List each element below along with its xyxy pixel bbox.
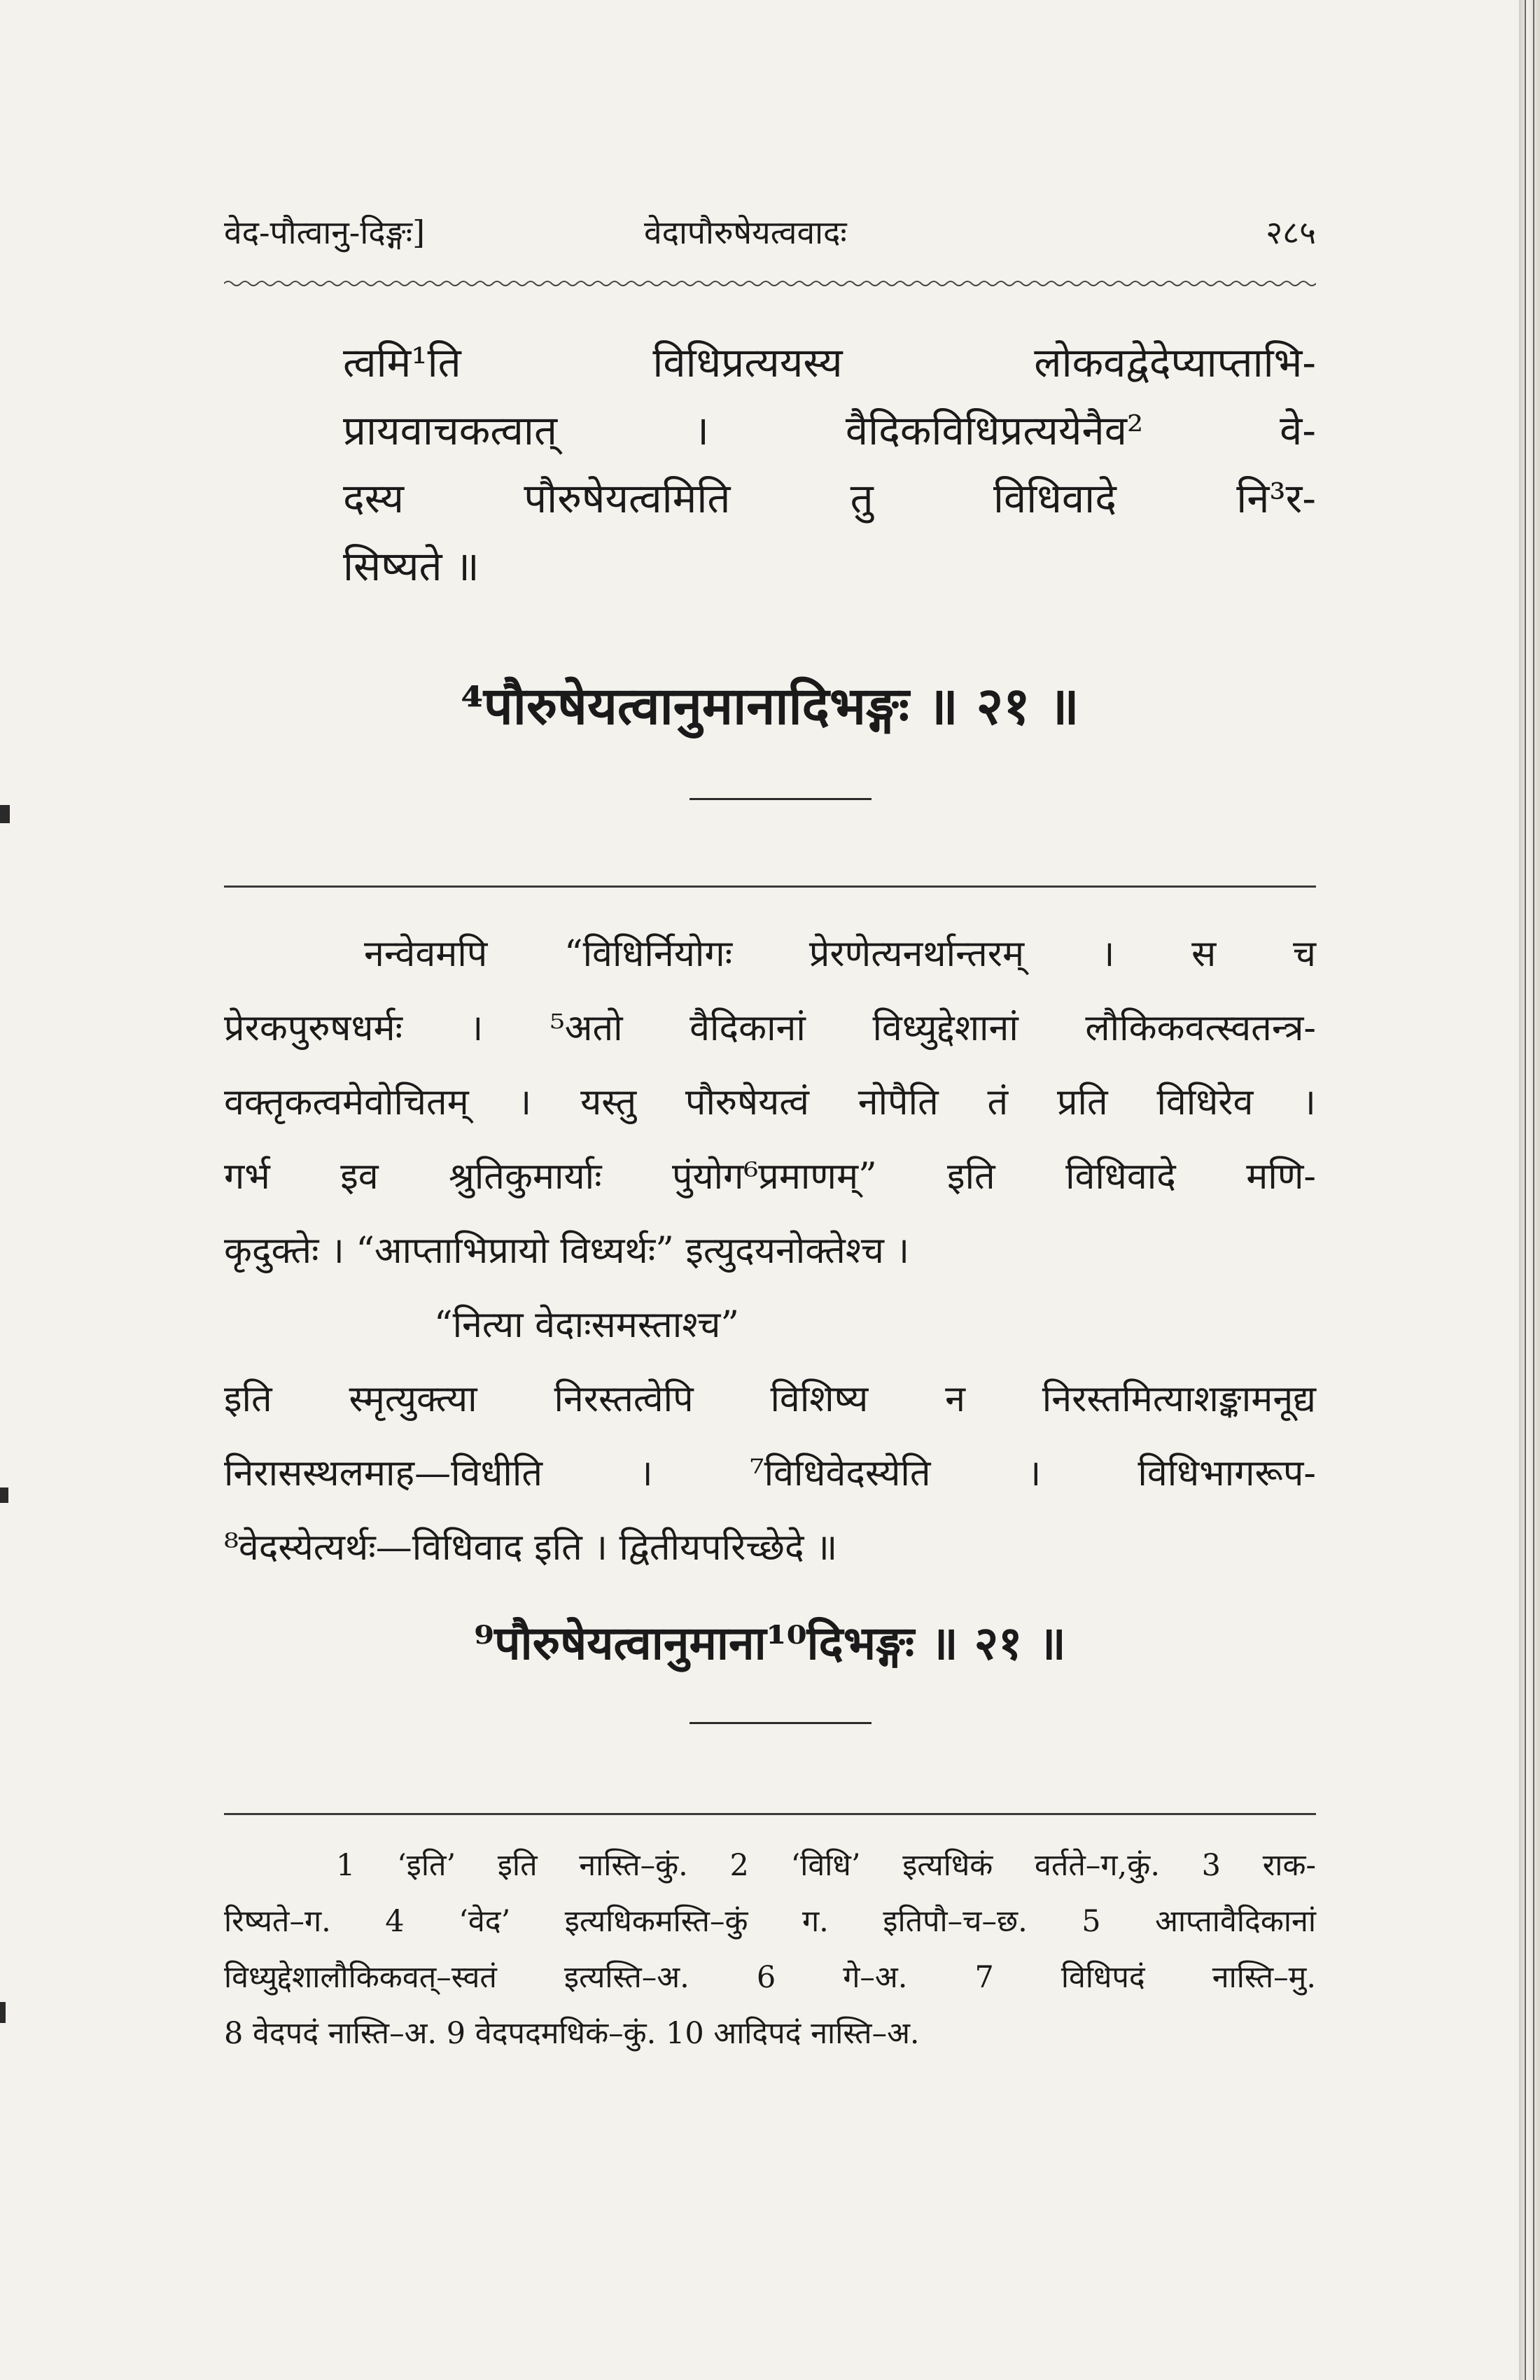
book-spine-edge: [1519, 0, 1540, 2380]
footnote-line: विध्युद्देशालौकिकवत्–स्वतं इत्यस्ति–अ. 6 गे–अ. 7 विधिपदं नास्ति–मु.: [224, 1960, 1316, 1995]
commentary-text: [224, 917, 1316, 1585]
commentary-rule: [224, 886, 1316, 888]
header-left-section: वेद-पौत्वानु-दिङ्गः]: [224, 214, 426, 251]
commentary-line: निरासस्थलमाह—विधीति । ⁷विधिवेदस्येति । विधिभागरूप-: [224, 1452, 1316, 1494]
verse-text: [224, 329, 1316, 601]
header-title: वेदापौरुषेयत्ववादः: [644, 214, 847, 251]
section-divider: [690, 798, 872, 800]
page-number: २८५: [1266, 214, 1316, 251]
commentary-line: ⁸वेदस्येत्यर्थः—विधिवाद इति । द्वितीयपरिच्छेदे ॥: [224, 1527, 838, 1569]
margin-speck: [0, 805, 10, 823]
commentary-line: वक्तृकत्वमेवोचितम् । यस्तु पौरुषेयत्वं नोपैति तं प्रति विधिरेव ।: [224, 1082, 1316, 1124]
commentary-line: प्रेरकपुरुषधर्मः । ⁵अतो वैदिकानां विध्युद्देशानां लौकिकवत्स्वतन्त्र-: [224, 1007, 1316, 1049]
verse-line: त्वमि¹ति विधिप्रत्ययस्य लोकवद्वेदेप्याप्ताभि-: [343, 339, 1316, 386]
running-header: [224, 210, 1316, 259]
verse-line: सिष्यते ॥: [343, 542, 479, 590]
footnote-rule: [224, 1813, 1316, 1815]
commentary-line: कृदुक्तेः । “आप्ताभिप्रायो विध्यर्थः” इत्युदयनोक्तेश्च ।: [224, 1230, 910, 1272]
footnote-line: 8 वेदपदं नास्ति–अ. 9 वेदपदमधिकं–कुं. 10 आदिपदं नास्ति–अ.: [224, 2016, 920, 2051]
commentary-line: इति स्मृत्युक्त्या निरस्तत्वेपि विशिष्य न निरस्तमित्याशङ्कामनूद्य: [224, 1378, 1316, 1420]
commentary-quote: “नित्या वेदाःसमस्ताश्च”: [434, 1304, 739, 1346]
footnote-line: 1 ‘इति’ इति नास्ति–कुं. 2 ‘विधि’ इत्यधिकं वर्तते–ग,कुं. 3 राक-: [336, 1848, 1316, 1883]
margin-speck: [0, 2002, 6, 2023]
verse-line: प्रायवाचकत्वात् । वैदिकविधिप्रत्ययेनैव² वे-: [343, 407, 1316, 454]
margin-speck: [0, 1488, 8, 1503]
verse-line: दस्य पौरुषेयत्वमिति तु विधिवादे नि³र-: [343, 475, 1316, 522]
section-heading: ⁴पौरुषेयत्वानुमानादिभङ्गः ॥ २१ ॥: [461, 676, 1079, 736]
commentary-section-heading: ⁹पौरुषेयत्वानुमाना¹⁰दिभङ्गः ॥ २१ ॥: [474, 1616, 1066, 1670]
commentary-line: नन्वेवमपि “विधिर्नियोगः प्रेरणेत्यनर्थान्तरम् । स च: [364, 933, 1316, 975]
footnotes: [224, 1837, 1316, 2062]
section-divider: [690, 1722, 872, 1724]
footnote-line: रिष्यते–ग. 4 ‘वेद’ इत्यधिकमस्ति–कुं ग. इतिपौ–च–छ. 5 आप्तावैदिकानां: [224, 1904, 1316, 1939]
commentary-line: गर्भ इव श्रुतिकुमार्याः पुंयोग⁶प्रमाणम्” इति विधिवादे मणि-: [224, 1156, 1316, 1198]
header-wavy-rule: [224, 276, 1316, 290]
